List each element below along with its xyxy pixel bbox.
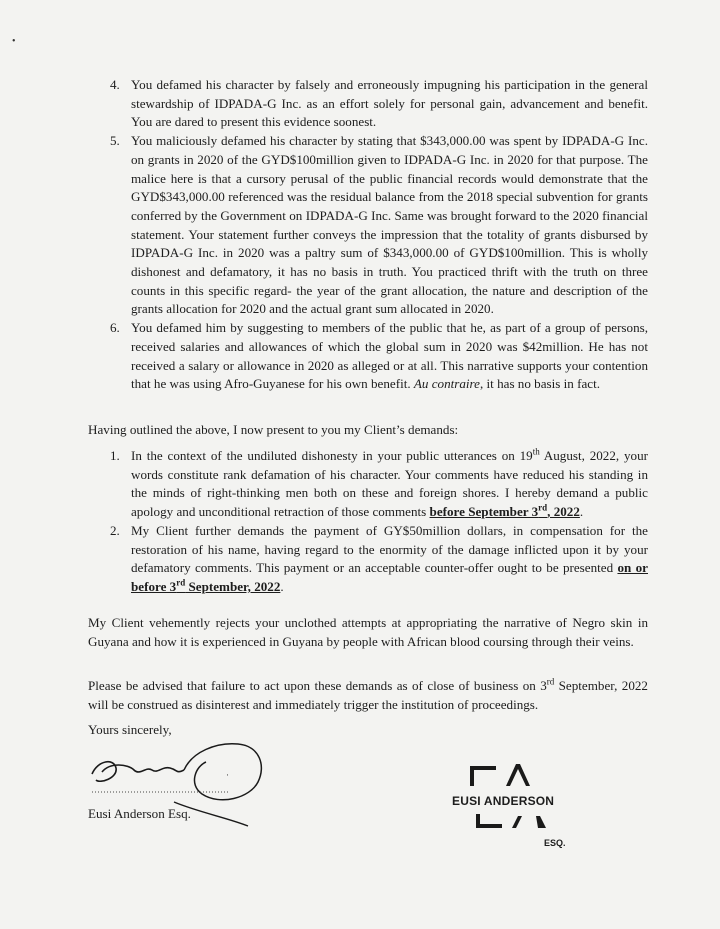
closing-line: Yours sincerely, [88,722,172,737]
item-text: . [579,504,584,520]
superscript: rd [176,577,186,588]
list-item [88,76,648,132]
superscript: rd [538,502,548,513]
item-text: August, 2022, your words constitute rank defamation of his character. Your comments have reduced his standing in the minds of right-thinking men both on these and foreign shores. I hereby demand a public apology and unconditional retraction of those comments [131,448,648,520]
paragraph-text: Please be advised that failure to act upon these demands as of close of business on 3 [88,678,547,693]
demands-list [88,447,648,597]
list-item [88,522,648,597]
paragraph [88,677,648,714]
item-number: 6. [110,320,120,336]
scan-mark: • [12,36,16,47]
paragraph: My Client vehemently rejects your unclothed attempts at appropriating the narrative of Negro skin in Guyana and how it is experienced in Guyana by people with African blood coursing through their veins. [88,615,648,649]
deadline-text [430,504,580,519]
deadline-part: September, 2022 [185,578,281,594]
deadline-part: before September 3 [429,504,539,520]
item-number: 4. [110,77,120,92]
list-item [88,132,648,319]
item-number: 2. [110,522,120,538]
list-item [88,319,648,394]
item-text: You defamed his character by falsely and erroneously impugning his participation in the general stewardship of IDPADA-G Inc. as an effort solely for personal gain, advancement and benefit. You are dared to present this evidence soonest. [131,77,648,130]
logo-suffix: ESQ. [544,838,566,848]
item-text-italic: Au contraire [413,376,480,392]
logo-wordmark: EUSI ANDERSON [452,794,555,808]
item-text: My Client further demands the payment of GY$50million dollars, in compensation for the restoration of his name, having regard to the enormity of the damage inflicted upon it by your defamatory comments. This payment or an acceptable counter-offer ought to be presented [131,522,648,576]
item-text: You defamed him by suggesting to members of the public that he, as part of a group of persons, received salaries and allowances of which the global sum in 2020 was $42million. He has not received a salary or allowance in 2020 as alleged or at all. This narrative supports your contention that he was using Afro-Guyanese for his own benefit. [131,320,648,392]
deadline-part: , 2022 [547,504,580,520]
deadline-part: on or before 3 [131,560,648,594]
signature-block [88,722,288,832]
item-text: . [280,578,284,594]
allegations-list [88,76,648,394]
item-text: , it has no basis in fact. [479,376,600,392]
item-number: 5. [110,133,120,149]
item-text: In the context of the undiluted dishonesty in your public utterances on 19 [131,448,533,463]
item-text: You maliciously defamed his character by stating that $343,000.00 was spent by IDPADA-G Inc. on grants in 2020 of the GYD$100million given to IDPADA-G Inc. in 2020 for that purpose. The malice here is that a cursory perusal of the public financial records would demonstrate that the GYD$343,000.00 referenced was the residual balance from the 2018 special subvention for grants conferred by the Government on IDPADA-G Inc. Same was brought forward to the 2020 financial statement. Your statement further conveys the impression that the totality of grants disbursed by IDPADA-G Inc. in 2020 was a paltry sum of $343,000.00 of GYD$100million. This is wholly dishonest and defamatory, it has no basis in truth. You practiced thrift with the truth on three counts in this specific regard- the year of the grant allocation, the nature and description of the grants allocation for 2020 and the actual grant sum allocated in 2020. [131,133,648,317]
paragraph-text: September, 2022 will be construed as disinterest and immediately trigger the institution of proceedings. [88,678,648,712]
svg-text:·: · [226,770,229,780]
superscript: rd [546,676,555,687]
list-item [88,447,648,522]
item-number: 1. [110,448,120,463]
signatory-name: Eusi Anderson Esq. [88,806,191,821]
superscript: th [532,446,540,457]
demands-intro: Having outlined the above, I now present to you my Client’s demands: [88,422,459,437]
firm-logo [448,756,578,856]
